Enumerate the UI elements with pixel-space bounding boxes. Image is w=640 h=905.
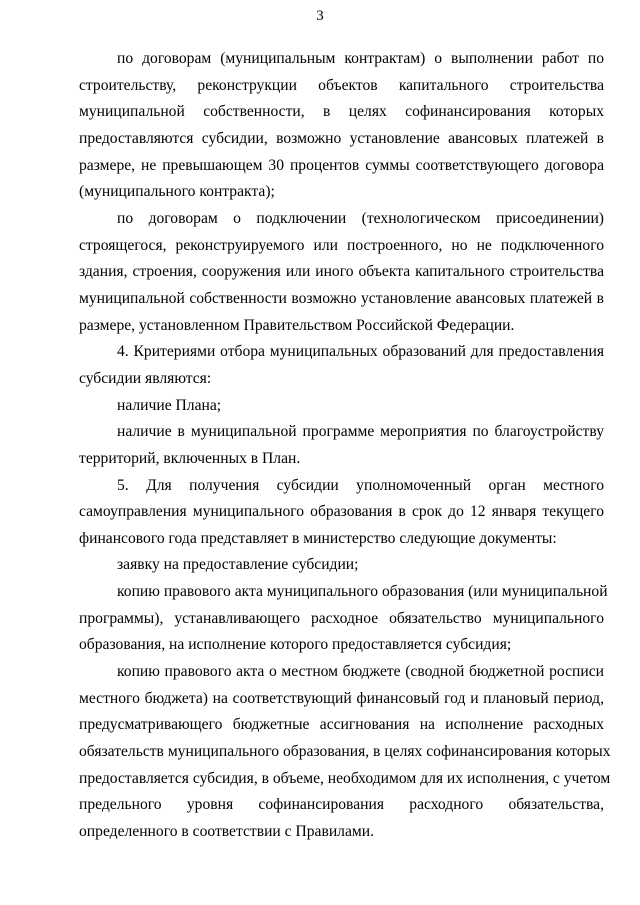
paragraph	[79, 206, 604, 339]
paragraph	[79, 339, 604, 392]
paragraph	[79, 393, 604, 420]
paragraph-line: предоставляются субсидии, возможно установление авансовых платежей в	[79, 129, 604, 147]
paragraph-line: копию правового акта о местном бюджете (сводной бюджетной росписи	[117, 663, 604, 681]
paragraph	[79, 552, 604, 579]
paragraph-line: муниципальной собственности, в целях софинансирования которых	[79, 103, 604, 121]
paragraph	[79, 419, 604, 472]
paragraph-line: определенного в соответствии с Правилами.	[79, 823, 374, 841]
paragraph	[79, 46, 604, 206]
paragraph-line: 5. Для получения субсидии уполномоченный орган местного	[117, 476, 604, 494]
paragraph-line: строительству, реконструкции объектов капитального строительства	[79, 76, 604, 94]
paragraph-line: территорий, включенных в План.	[79, 449, 301, 467]
paragraph	[79, 579, 608, 659]
paragraph-line: программы), устанавливающего расходное обязательство муниципального	[79, 609, 604, 627]
paragraph-line: наличие в муниципальной программе мероприятия по благоустройству	[117, 423, 604, 441]
paragraph-line: строящегося, реконструируемого или построенного, но не подключенного	[79, 236, 604, 254]
document-body	[79, 46, 611, 846]
paragraph-line: финансового года представляет в министерство следующие документы:	[79, 529, 557, 547]
paragraph-line: здания, строения, сооружения или иного объекта капитального строительства	[79, 263, 604, 281]
page-number: 3	[316, 8, 324, 24]
paragraph-line: предельного уровня софинансирования расходного обязательства,	[79, 796, 604, 814]
paragraph-line: муниципальной собственности возможно установление авансовых платежей в	[79, 289, 604, 307]
paragraph-line: предусматривающего бюджетные ассигнования на исполнение расходных	[79, 716, 604, 734]
paragraph-line: местного бюджета) на соответствующий финансовый год и плановый период,	[79, 689, 604, 707]
paragraph	[79, 659, 611, 846]
paragraph-line: предоставляется субсидия, в объеме, необходимом для их исполнения, с учетом	[79, 769, 611, 787]
paragraph-line: копию правового акта муниципального образования (или муниципальной	[117, 583, 608, 601]
paragraph-line: (муниципального контракта);	[79, 183, 275, 201]
paragraph-line: размере, установленном Правительством Российской Федерации.	[79, 316, 515, 334]
paragraph-line: обязательств муниципального образования, в целях софинансирования которых	[79, 743, 611, 761]
paragraph-line: 4. Критериями отбора муниципальных образований для предоставления	[117, 343, 604, 361]
paragraph-line: образования, на исполнение которого предоставляется субсидия;	[79, 636, 512, 654]
paragraph-line: по договорам о подключении (технологическом присоединении)	[117, 209, 604, 227]
paragraph	[79, 473, 604, 553]
paragraph-line: субсидии являются:	[79, 369, 212, 387]
paragraph-line: по договорам (муниципальным контрактам) о выполнении работ по	[117, 50, 604, 67]
paragraph-line: размере, не превышающем 30 процентов суммы соответствующего договора	[79, 156, 604, 174]
paragraph-line: самоуправления муниципального образования в срок до 12 января текущего	[79, 503, 604, 521]
paragraph-line: наличие Плана;	[117, 396, 222, 414]
paragraph-line: заявку на предоставление субсидии;	[117, 556, 359, 574]
